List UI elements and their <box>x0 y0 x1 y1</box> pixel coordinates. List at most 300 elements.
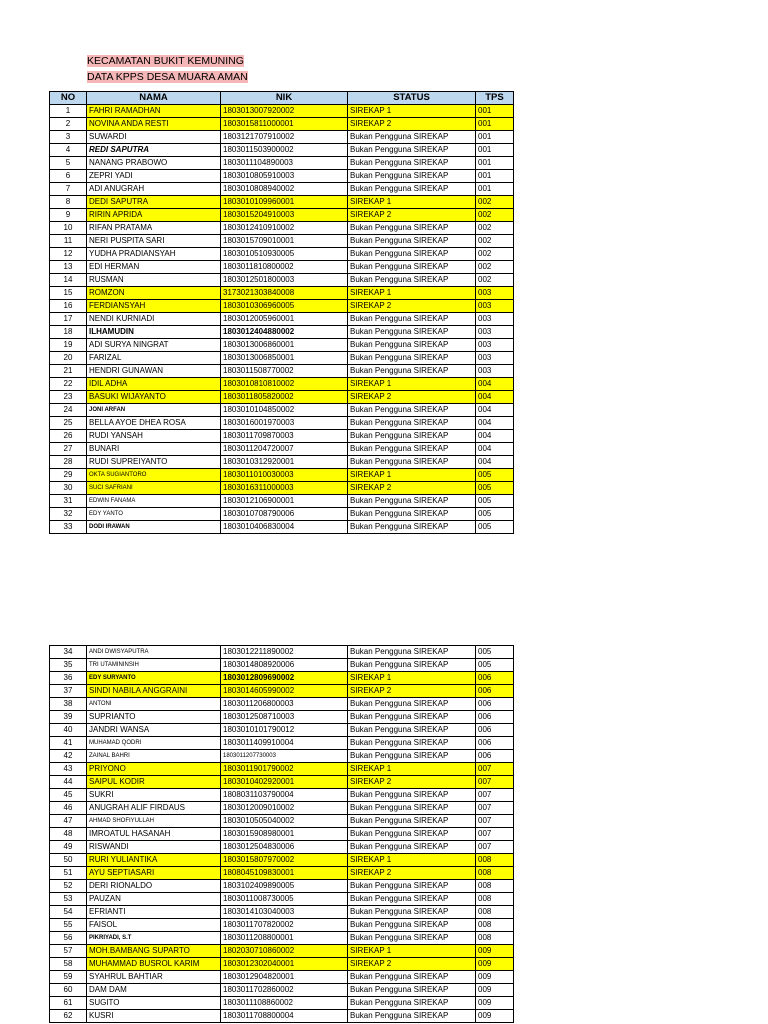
cell-tps: 006 <box>476 711 514 724</box>
cell-nik: 1803010810810002 <box>221 378 348 391</box>
kpps-table-part-1 <box>49 91 514 534</box>
cell-status: SIREKAP 1 <box>348 763 476 776</box>
cell-no: 57 <box>50 945 87 958</box>
cell-status: SIREKAP 1 <box>348 105 476 118</box>
cell-tps: 005 <box>476 521 514 534</box>
cell-nama: SUWARDI <box>87 131 221 144</box>
cell-tps: 007 <box>476 828 514 841</box>
cell-tps: 006 <box>476 724 514 737</box>
cell-tps: 007 <box>476 763 514 776</box>
cell-nik: 1803010708790006 <box>221 508 348 521</box>
cell-no: 52 <box>50 880 87 893</box>
cell-nik: 1803010505040002 <box>221 815 348 828</box>
cell-status: SIREKAP 1 <box>348 854 476 867</box>
cell-nik: 1803012211890002 <box>221 646 348 659</box>
table-row <box>50 867 514 880</box>
cell-nama: RUDI YANSAH <box>87 430 221 443</box>
cell-tps: 009 <box>476 984 514 997</box>
cell-no: 59 <box>50 971 87 984</box>
cell-nama: TRI UTAMININSIH <box>87 659 221 672</box>
table-row <box>50 144 514 157</box>
cell-no: 9 <box>50 209 87 222</box>
cell-status: SIREKAP 1 <box>348 469 476 482</box>
table-row <box>50 261 514 274</box>
cell-nik: 1803012809690002 <box>221 672 348 685</box>
table-row <box>50 893 514 906</box>
cell-tps: 003 <box>476 339 514 352</box>
table-row <box>50 378 514 391</box>
cell-no: 39 <box>50 711 87 724</box>
cell-nama: NENDI KURNIADI <box>87 313 221 326</box>
cell-nik: 1803012508710003 <box>221 711 348 724</box>
cell-tps: 005 <box>476 495 514 508</box>
cell-tps: 009 <box>476 997 514 1010</box>
cell-no: 30 <box>50 482 87 495</box>
cell-nik: 1803010805910003 <box>221 170 348 183</box>
cell-tps: 008 <box>476 880 514 893</box>
cell-status: Bukan Pengguna SIREKAP <box>348 737 476 750</box>
cell-no: 18 <box>50 326 87 339</box>
cell-nama: NOVINA ANDA RESTI <box>87 118 221 131</box>
cell-nama: FAISOL <box>87 919 221 932</box>
table-row <box>50 815 514 828</box>
table-row <box>50 789 514 802</box>
cell-nama: MOH.BAMBANG SUPARTO <box>87 945 221 958</box>
cell-status: Bukan Pengguna SIREKAP <box>348 235 476 248</box>
cell-no: 38 <box>50 698 87 711</box>
cell-status: Bukan Pengguna SIREKAP <box>348 521 476 534</box>
cell-status: Bukan Pengguna SIREKAP <box>348 183 476 196</box>
cell-nama: ANUGRAH ALIF FIRDAUS <box>87 802 221 815</box>
cell-status: Bukan Pengguna SIREKAP <box>348 828 476 841</box>
cell-nik: 1803012005960001 <box>221 313 348 326</box>
cell-nama: EFRIANTI <box>87 906 221 919</box>
cell-nama: MUHAMAD QODRI <box>87 737 221 750</box>
cell-status: SIREKAP 2 <box>348 867 476 880</box>
cell-nama: DEDI SAPUTRA <box>87 196 221 209</box>
cell-no: 41 <box>50 737 87 750</box>
cell-no: 36 <box>50 672 87 685</box>
cell-status: Bukan Pengguna SIREKAP <box>348 841 476 854</box>
cell-status: Bukan Pengguna SIREKAP <box>348 646 476 659</box>
desa-title <box>87 69 248 85</box>
cell-no: 15 <box>50 287 87 300</box>
cell-nik: 1803010109960001 <box>221 196 348 209</box>
cell-nama: IDIL ADHA <box>87 378 221 391</box>
cell-tps: 009 <box>476 945 514 958</box>
cell-tps: 004 <box>476 417 514 430</box>
cell-nik: 1803010406830004 <box>221 521 348 534</box>
cell-nama: RURI YULIANTIKA <box>87 854 221 867</box>
cell-no: 24 <box>50 404 87 417</box>
cell-status: Bukan Pengguna SIREKAP <box>348 1010 476 1023</box>
table-row <box>50 469 514 482</box>
cell-nama: MUHAMMAD BUSROL KARIM <box>87 958 221 971</box>
cell-no: 42 <box>50 750 87 763</box>
cell-nama: BASUKI WIJAYANTO <box>87 391 221 404</box>
cell-status: Bukan Pengguna SIREKAP <box>348 274 476 287</box>
cell-status: Bukan Pengguna SIREKAP <box>348 997 476 1010</box>
cell-status: SIREKAP 1 <box>348 196 476 209</box>
cell-status: SIREKAP 1 <box>348 672 476 685</box>
cell-status: Bukan Pengguna SIREKAP <box>348 326 476 339</box>
table-row <box>50 698 514 711</box>
cell-nama: RIFAN PRATAMA <box>87 222 221 235</box>
cell-nik: 1803011108860002 <box>221 997 348 1010</box>
cell-no: 56 <box>50 932 87 945</box>
cell-nama: EDY SURYANTO <box>87 672 221 685</box>
cell-no: 51 <box>50 867 87 880</box>
cell-status: SIREKAP 1 <box>348 378 476 391</box>
cell-nik: 1803016311000003 <box>221 482 348 495</box>
table-row <box>50 157 514 170</box>
cell-status: Bukan Pengguna SIREKAP <box>348 222 476 235</box>
cell-nik: 1803011204720007 <box>221 443 348 456</box>
cell-nik: 1803014605990002 <box>221 685 348 698</box>
cell-no: 6 <box>50 170 87 183</box>
table-row <box>50 222 514 235</box>
cell-status: Bukan Pengguna SIREKAP <box>348 919 476 932</box>
cell-nik: 1803015811000001 <box>221 118 348 131</box>
cell-no: 43 <box>50 763 87 776</box>
kpps-table-part-2 <box>49 645 514 1023</box>
cell-tps: 001 <box>476 118 514 131</box>
cell-no: 29 <box>50 469 87 482</box>
table-row <box>50 404 514 417</box>
cell-no: 53 <box>50 893 87 906</box>
cell-nik: 1803011707820002 <box>221 919 348 932</box>
cell-nama: ILHAMUDIN <box>87 326 221 339</box>
cell-nama: EDY YANTO <box>87 508 221 521</box>
table-row <box>50 443 514 456</box>
cell-nama: RUSMAN <box>87 274 221 287</box>
table-row <box>50 906 514 919</box>
cell-nik: 1808031103790004 <box>221 789 348 802</box>
cell-nama: FAHRI RAMADHAN <box>87 105 221 118</box>
cell-no: 46 <box>50 802 87 815</box>
cell-tps: 004 <box>476 391 514 404</box>
cell-status: Bukan Pengguna SIREKAP <box>348 932 476 945</box>
cell-nik: 1803011702860002 <box>221 984 348 997</box>
cell-tps: 003 <box>476 326 514 339</box>
cell-tps: 003 <box>476 287 514 300</box>
cell-status: Bukan Pengguna SIREKAP <box>348 443 476 456</box>
cell-tps: 004 <box>476 404 514 417</box>
cell-status: Bukan Pengguna SIREKAP <box>348 893 476 906</box>
cell-nama: ANDI DWISYAPUTRA <box>87 646 221 659</box>
cell-nik: 1803011008730005 <box>221 893 348 906</box>
cell-tps: 009 <box>476 1010 514 1023</box>
table-row <box>50 919 514 932</box>
cell-nama: IMROATUL HASANAH <box>87 828 221 841</box>
table-row <box>50 737 514 750</box>
cell-no: 34 <box>50 646 87 659</box>
cell-tps: 005 <box>476 482 514 495</box>
cell-status: SIREKAP 2 <box>348 958 476 971</box>
kpps-table-body-2 <box>50 646 514 1023</box>
table-row <box>50 646 514 659</box>
cell-nama: AHMAD SHOFIYULLAH <box>87 815 221 828</box>
cell-status: Bukan Pengguna SIREKAP <box>348 404 476 417</box>
table-row <box>50 352 514 365</box>
cell-no: 28 <box>50 456 87 469</box>
cell-nik: 1803011709870003 <box>221 430 348 443</box>
cell-nik: 1802030710860002 <box>221 945 348 958</box>
cell-status: SIREKAP 2 <box>348 776 476 789</box>
cell-tps: 006 <box>476 685 514 698</box>
cell-tps: 002 <box>476 196 514 209</box>
cell-no: 54 <box>50 906 87 919</box>
cell-no: 45 <box>50 789 87 802</box>
cell-tps: 008 <box>476 919 514 932</box>
cell-tps: 005 <box>476 508 514 521</box>
cell-nik: 1803011708800004 <box>221 1010 348 1023</box>
cell-nama: RISWANDI <box>87 841 221 854</box>
cell-nama: BUNARI <box>87 443 221 456</box>
table-row <box>50 997 514 1010</box>
cell-nama: JONI ARFAN <box>87 404 221 417</box>
cell-nik: 1803013006850001 <box>221 352 348 365</box>
table-row <box>50 417 514 430</box>
column-header-nik: NIK <box>221 92 348 105</box>
cell-status: Bukan Pengguna SIREKAP <box>348 802 476 815</box>
cell-status: Bukan Pengguna SIREKAP <box>348 248 476 261</box>
cell-nama: ROMZON <box>87 287 221 300</box>
kpps-table-body-1 <box>50 105 514 534</box>
table-row <box>50 659 514 672</box>
table-row <box>50 724 514 737</box>
cell-nama: DERI RIONALDO <box>87 880 221 893</box>
cell-nama: PRIYONO <box>87 763 221 776</box>
cell-nama: JANDRI WANSA <box>87 724 221 737</box>
cell-nik: 1803012410910002 <box>221 222 348 235</box>
cell-nik: 1803012106900001 <box>221 495 348 508</box>
table-header-row <box>50 92 514 105</box>
table-row <box>50 1010 514 1023</box>
cell-nik: 1803010510930005 <box>221 248 348 261</box>
cell-no: 25 <box>50 417 87 430</box>
cell-no: 40 <box>50 724 87 737</box>
table-row <box>50 841 514 854</box>
cell-status: Bukan Pengguna SIREKAP <box>348 430 476 443</box>
cell-tps: 001 <box>476 144 514 157</box>
cell-status: Bukan Pengguna SIREKAP <box>348 750 476 763</box>
cell-status: Bukan Pengguna SIREKAP <box>348 724 476 737</box>
cell-no: 3 <box>50 131 87 144</box>
cell-nik: 1803010312920001 <box>221 456 348 469</box>
table-row <box>50 274 514 287</box>
cell-nama: ADI SURYA NINGRAT <box>87 339 221 352</box>
cell-status: SIREKAP 2 <box>348 209 476 222</box>
cell-status: Bukan Pengguna SIREKAP <box>348 789 476 802</box>
cell-no: 33 <box>50 521 87 534</box>
cell-tps: 002 <box>476 261 514 274</box>
column-header-tps: TPS <box>476 92 514 105</box>
cell-no: 50 <box>50 854 87 867</box>
cell-no: 32 <box>50 508 87 521</box>
table-row <box>50 430 514 443</box>
table-row <box>50 300 514 313</box>
cell-no: 44 <box>50 776 87 789</box>
cell-no: 13 <box>50 261 87 274</box>
cell-tps: 005 <box>476 659 514 672</box>
cell-tps: 005 <box>476 646 514 659</box>
table-row <box>50 854 514 867</box>
cell-tps: 003 <box>476 352 514 365</box>
cell-nik: 1803015709010001 <box>221 235 348 248</box>
cell-nama: PIKRIYADI, S.T <box>87 932 221 945</box>
cell-nama: SUGITO <box>87 997 221 1010</box>
cell-status: Bukan Pengguna SIREKAP <box>348 313 476 326</box>
cell-nik: 1808045109830001 <box>221 867 348 880</box>
cell-tps: 002 <box>476 222 514 235</box>
cell-tps: 002 <box>476 235 514 248</box>
cell-tps: 009 <box>476 971 514 984</box>
cell-nama: NERI PUSPITA SARI <box>87 235 221 248</box>
cell-nama: ZAINAL BAHRI <box>87 750 221 763</box>
cell-no: 5 <box>50 157 87 170</box>
cell-no: 22 <box>50 378 87 391</box>
cell-status: SIREKAP 2 <box>348 300 476 313</box>
table-row <box>50 339 514 352</box>
cell-tps: 006 <box>476 750 514 763</box>
cell-nik: 1803016001970003 <box>221 417 348 430</box>
cell-no: 2 <box>50 118 87 131</box>
cell-tps: 006 <box>476 698 514 711</box>
cell-nik: 1803011104890003 <box>221 157 348 170</box>
table-row <box>50 313 514 326</box>
table-row <box>50 183 514 196</box>
cell-nik: 1803011207730003 <box>221 750 348 763</box>
table-row <box>50 711 514 724</box>
cell-nik: 1803012904820001 <box>221 971 348 984</box>
cell-nama: OKTA SUGIANTORO <box>87 469 221 482</box>
cell-nik: 1803013006860001 <box>221 339 348 352</box>
cell-nama: RUDI SUPREIYANTO <box>87 456 221 469</box>
cell-status: Bukan Pengguna SIREKAP <box>348 261 476 274</box>
table-row <box>50 932 514 945</box>
table-row <box>50 170 514 183</box>
cell-nama: SUKRI <box>87 789 221 802</box>
table-row <box>50 326 514 339</box>
cell-no: 10 <box>50 222 87 235</box>
cell-nik: 1803011810800002 <box>221 261 348 274</box>
cell-tps: 005 <box>476 469 514 482</box>
cell-nik: 1803012404880002 <box>221 326 348 339</box>
cell-tps: 008 <box>476 932 514 945</box>
cell-nik: 3173021303840008 <box>221 287 348 300</box>
cell-no: 61 <box>50 997 87 1010</box>
cell-no: 11 <box>50 235 87 248</box>
cell-nama: YUDHA PRADIANSYAH <box>87 248 221 261</box>
cell-tps: 007 <box>476 776 514 789</box>
cell-nik: 1803121707910002 <box>221 131 348 144</box>
cell-no: 58 <box>50 958 87 971</box>
cell-no: 23 <box>50 391 87 404</box>
cell-tps: 006 <box>476 672 514 685</box>
cell-nik: 1803014103040003 <box>221 906 348 919</box>
cell-no: 17 <box>50 313 87 326</box>
cell-nama: AYU SEPTIASARI <box>87 867 221 880</box>
cell-nik: 1803015204910003 <box>221 209 348 222</box>
table-row <box>50 945 514 958</box>
cell-no: 55 <box>50 919 87 932</box>
table-row <box>50 880 514 893</box>
cell-status: SIREKAP 2 <box>348 482 476 495</box>
cell-nama: SUCI SAFRIANI <box>87 482 221 495</box>
cell-tps: 007 <box>476 789 514 802</box>
table-row <box>50 685 514 698</box>
cell-nama: DAM DAM <box>87 984 221 997</box>
table-row <box>50 287 514 300</box>
cell-tps: 003 <box>476 365 514 378</box>
table-row <box>50 495 514 508</box>
cell-no: 1 <box>50 105 87 118</box>
cell-tps: 002 <box>476 274 514 287</box>
cell-status: Bukan Pengguna SIREKAP <box>348 144 476 157</box>
cell-no: 12 <box>50 248 87 261</box>
cell-nik: 1803010101790012 <box>221 724 348 737</box>
kecamatan-title <box>87 53 248 69</box>
cell-nik: 1803102409890005 <box>221 880 348 893</box>
cell-nik: 1803015807970002 <box>221 854 348 867</box>
cell-tps: 008 <box>476 906 514 919</box>
cell-tps: 001 <box>476 183 514 196</box>
cell-tps: 008 <box>476 893 514 906</box>
cell-no: 47 <box>50 815 87 828</box>
cell-no: 20 <box>50 352 87 365</box>
cell-no: 62 <box>50 1010 87 1023</box>
cell-status: Bukan Pengguna SIREKAP <box>348 711 476 724</box>
cell-nik: 1803015908980001 <box>221 828 348 841</box>
cell-tps: 004 <box>476 443 514 456</box>
cell-nik: 1803010306960005 <box>221 300 348 313</box>
table-row <box>50 763 514 776</box>
cell-status: Bukan Pengguna SIREKAP <box>348 365 476 378</box>
cell-status: Bukan Pengguna SIREKAP <box>348 495 476 508</box>
cell-nik: 1803010808940002 <box>221 183 348 196</box>
cell-tps: 003 <box>476 300 514 313</box>
cell-status: Bukan Pengguna SIREKAP <box>348 815 476 828</box>
cell-status: Bukan Pengguna SIREKAP <box>348 339 476 352</box>
cell-tps: 001 <box>476 105 514 118</box>
cell-no: 4 <box>50 144 87 157</box>
cell-no: 31 <box>50 495 87 508</box>
cell-no: 60 <box>50 984 87 997</box>
column-header-status: STATUS <box>348 92 476 105</box>
cell-nama: KUSRI <box>87 1010 221 1023</box>
cell-nik: 1803011901790002 <box>221 763 348 776</box>
cell-status: Bukan Pengguna SIREKAP <box>348 131 476 144</box>
cell-status: SIREKAP 2 <box>348 685 476 698</box>
cell-tps: 008 <box>476 854 514 867</box>
table-row <box>50 750 514 763</box>
table-row <box>50 391 514 404</box>
cell-status: SIREKAP 2 <box>348 118 476 131</box>
cell-no: 21 <box>50 365 87 378</box>
cell-nik: 1803012009010002 <box>221 802 348 815</box>
table-row <box>50 828 514 841</box>
cell-nama: ZEPRI YADI <box>87 170 221 183</box>
desa-title-text: DATA KPPS DESA MUARA AMAN <box>87 71 248 83</box>
column-header-no: NO <box>50 92 87 105</box>
cell-no: 14 <box>50 274 87 287</box>
table-row <box>50 984 514 997</box>
table-row <box>50 672 514 685</box>
table-row <box>50 365 514 378</box>
cell-nama: EDWIN FANAMA <box>87 495 221 508</box>
table-row <box>50 482 514 495</box>
